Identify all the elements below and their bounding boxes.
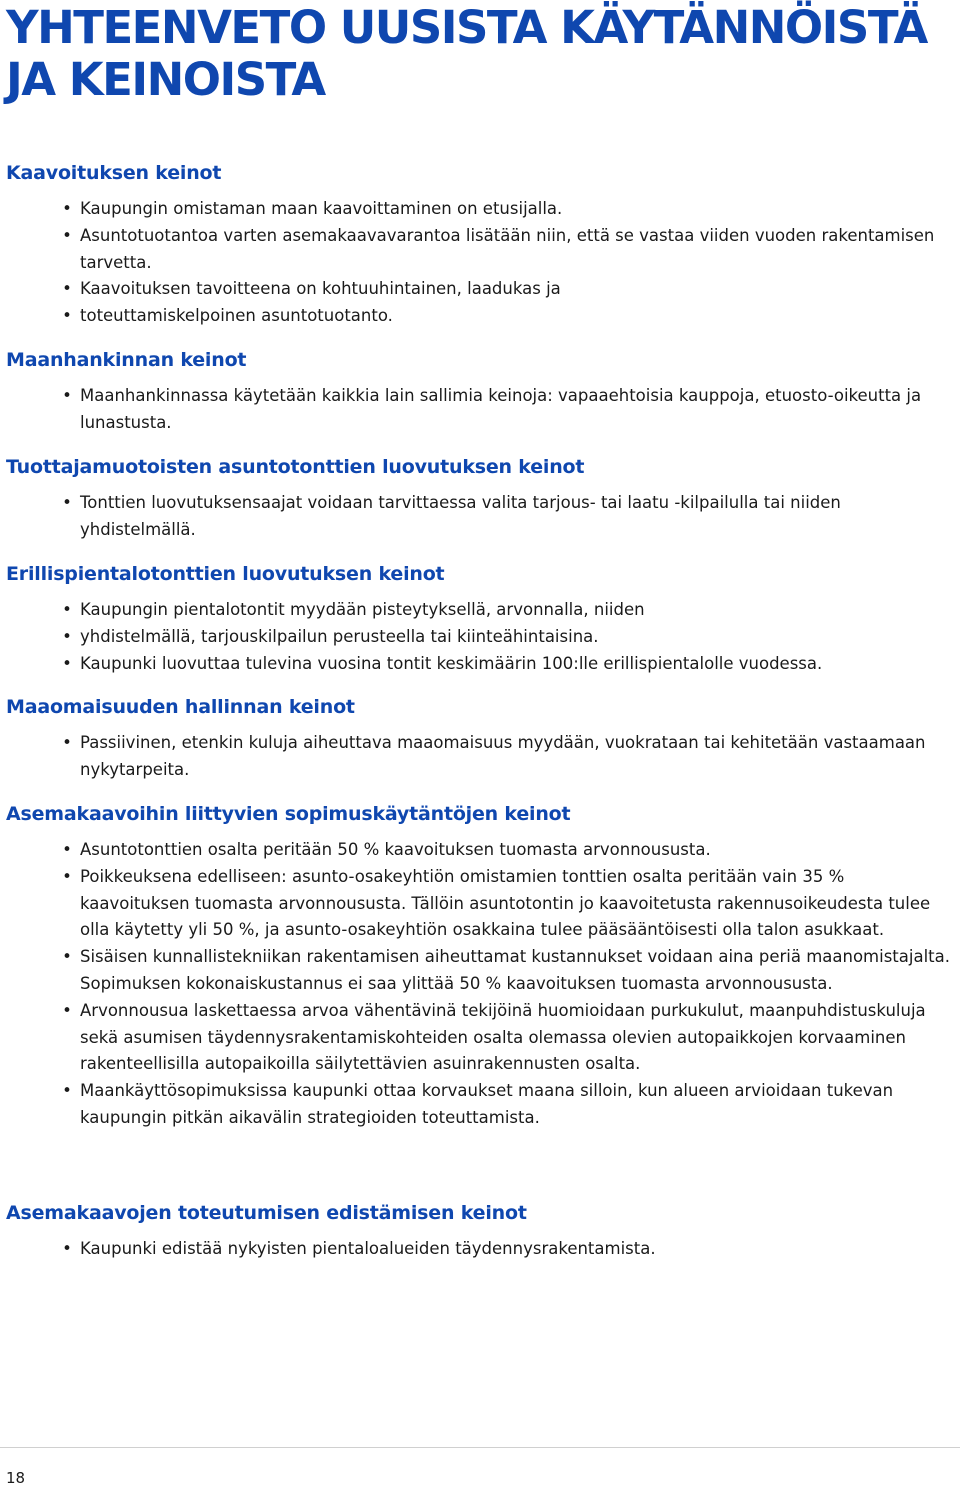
section-maaomaisuus: [6, 694, 950, 784]
bullet-list: [6, 837, 950, 1132]
section-sopimuskaytannot: [6, 801, 950, 1132]
section-tuottajamuotoiset: [6, 454, 950, 544]
bullet-icon: •: [62, 1239, 72, 1258]
section-heading: Asemakaavoihin liittyvien sopimuskäytäntöjen keinot: [6, 803, 571, 825]
section-heading: Kaavoituksen keinot: [6, 162, 222, 184]
list-item: • Arvonnousua laskettaessa arvoa vähentävinä tekijöinä huomioidaan purkukulut, maanpuhdistuskuluja sekä asumisen täydennysrakentamiskohteiden osalta olemassa olevien autopaikkojen korvaaminen rakenteellisilla autopaikoilla säilytettävien asuinrakennusten osalta.: [6, 998, 950, 1078]
list-item: • Tonttien luovutuksensaajat voidaan tarvittaessa valita tarjous- tai laatu -kilpailulla tai niiden yhdistelmällä.: [6, 490, 950, 544]
bullet-list: [6, 383, 950, 437]
page-number: 18: [6, 1469, 26, 1487]
list-item: • Poikkeuksena edelliseen: asunto-osakeyhtiön omistamien tonttien osalta peritään vain 35 % kaavoituksen tuomasta arvonnoususta. Tällöin asuntotontin jo kaavoitetusta rakennusoikeudesta tulee olla käytetty yli 50 %, ja asunto-osakeyhtiön osakkaina tulee pääsääntöisesti olla talon asukkaat.: [6, 864, 950, 944]
list-item: • Kaavoituksen tavoitteena on kohtuuhintainen, laadukas ja: [6, 276, 950, 303]
bullet-icon: •: [62, 653, 72, 673]
section-heading: Maaomaisuuden hallinnan keinot: [6, 696, 355, 718]
section-kaavoitus: [6, 160, 950, 330]
bullet-list: [6, 1236, 950, 1263]
bullet-icon: •: [62, 306, 72, 326]
page-title-text: YHTEENVETO UUSISTA KÄYTÄNNÖISTÄ JA KEINOISTA: [6, 1, 927, 106]
bullet-list: [6, 490, 950, 544]
bullet-icon: •: [62, 866, 72, 886]
list-item: • Kaupungin omistaman maan kaavoittaminen on etusijalla.: [6, 196, 950, 223]
bullet-icon: •: [62, 1081, 72, 1101]
bullet-icon: •: [62, 386, 72, 405]
page-title: [6, 2, 960, 106]
bullet-icon: •: [62, 947, 72, 967]
list-item: • Asuntotuotantoa varten asemakaavavarantoa lisätään niin, että se vastaa viiden vuoden rakentamisen tarvetta.: [6, 223, 950, 277]
list-item: • Kaupunki edistää nykyisten pientaloalueiden täydennysrakentamista.: [6, 1236, 950, 1263]
list-item: • Maanhankinnassa käytetään kaikkia lain sallimia keinoja: vapaaehtoisia kauppoja, etuosto-oikeutta ja lunastusta.: [6, 383, 950, 437]
section-maanhankinta: [6, 347, 950, 437]
list-item: • Sisäisen kunnallistekniikan rakentamisen aiheuttamat kustannukset voidaan aina periä maanomistajalta. Sopimuksen kokonaiskustannus ei saa ylittää 50 % kaavoituksen tuomasta arvonnoususta.: [6, 944, 950, 998]
section-toteutuminen: [6, 1200, 950, 1263]
bullet-icon: •: [62, 600, 72, 619]
list-item: • Passiivinen, etenkin kuluja aiheuttava maaomaisuus myydään, vuokrataan tai kehitetään vastaamaan nykytarpeita.: [6, 730, 950, 784]
footer-divider: [0, 1447, 960, 1448]
bullet-icon: •: [62, 199, 72, 218]
bullet-list: [6, 196, 950, 330]
bullet-icon: •: [62, 626, 72, 646]
section-heading: Asemakaavojen toteutumisen edistämisen keinot: [6, 1202, 527, 1224]
list-item: • yhdistelmällä, tarjouskilpailun perusteella tai kiinteähintaisina.: [6, 624, 950, 651]
section-erillispientalot: [6, 561, 950, 677]
bullet-icon: •: [62, 225, 72, 245]
bullet-icon: •: [62, 840, 72, 859]
bullet-icon: •: [62, 733, 72, 752]
list-item: • Kaupunki luovuttaa tulevina vuosina tontit keskimäärin 100:lle erillispientalolle vuodessa.: [6, 651, 950, 678]
section-heading: Erillispientalotonttien luovutuksen keinot: [6, 563, 445, 585]
list-item: • Kaupungin pientalotontit myydään pisteytyksellä, arvonnalla, niiden: [6, 597, 950, 624]
bullet-icon: •: [62, 279, 72, 299]
list-item: • toteuttamiskelpoinen asuntotuotanto.: [6, 303, 950, 330]
bullet-list: [6, 597, 950, 677]
list-item: • Maankäyttösopimuksissa kaupunki ottaa korvaukset maana silloin, kun alueen arvioidaan tukevan kaupungin pitkän aikavälin strategioiden toteuttamista.: [6, 1078, 950, 1132]
bullet-icon: •: [62, 493, 72, 512]
section-heading: Tuottajamuotoisten asuntotonttien luovutuksen keinot: [6, 456, 585, 478]
bullet-list: [6, 730, 950, 784]
list-item: • Asuntotonttien osalta peritään 50 % kaavoituksen tuomasta arvonnoususta.: [6, 837, 950, 864]
section-heading: Maanhankinnan keinot: [6, 349, 247, 371]
bullet-icon: •: [62, 1000, 72, 1020]
